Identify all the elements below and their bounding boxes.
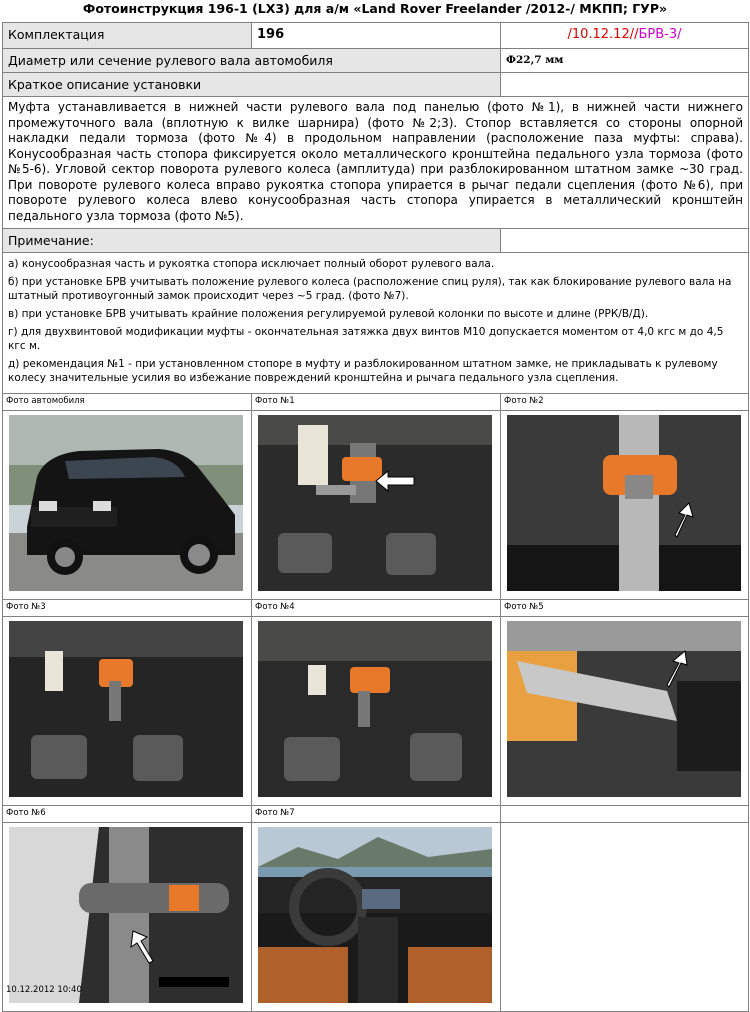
photo-caption-4: Фото №4 (252, 600, 501, 617)
version-cell (501, 23, 749, 49)
photo-caption-car: Фото автомобиля (3, 394, 252, 411)
notes-list (3, 253, 749, 394)
photo-cell-3 (3, 617, 252, 806)
note-item: а) конусообразная часть и рукоятка стопора исключает полный оборот рулевого вала. (8, 258, 495, 270)
short-desc-text: Муфта устанавливается в нижней части рулевого вала под панелью (фото №1), в нижней части нижнего промежуточного вала (вплотную к вилке шарнира) (фото №2;3). Стопор вставляется со стороны опорной накладки педали тормоза (фото №4) в продольном направлении (расположение паза муфты: справа). Конусообразная часть стопора фиксируется около металлического кронштейна педального узла тормоза (фото №5-6). Угловой сектор поворота рулевого колеса (амплитуда) при разблокированном штатном замке ~30 град. При повороте рулевого колеса вправо рукоятка стопора упирается в рычаг педали сцепления (фото №6), при повороте рулевого колеса влево конусообразная часть стопора упирается в металлический кронштейн педального узла тормоза (фото №5). (3, 97, 749, 229)
note-item: в) при установке БРВ учитывать крайние положения регулируемой рулевой колонки по высоте и длине (РРК/В/Д). (8, 308, 649, 320)
footer-timestamp: 10.12.2012 10:40 (6, 985, 82, 995)
kit-label: Комплектация (3, 23, 252, 49)
photo-cell-car (3, 411, 252, 600)
photo-5-image (507, 621, 741, 797)
photo-cell-4 (252, 617, 501, 806)
note-item: г) для двухвинтовой модификации муфты - окончательная затяжка двух винтов М10 допускается моментом от 4,0 кгс м до 4,5 кгс м. (8, 326, 724, 352)
note-item: б) при установке БРВ учитывать положение рулевого колеса (расположение спиц руля), так как блокирование рулевого вала на штатный противоугонный замок происходит через ~5 град. (фото №7). (8, 276, 732, 302)
kit-value: 196 (252, 23, 501, 49)
photo-cell-6 (3, 823, 252, 1012)
diameter-label: Диаметр или сечение рулевого вала автомобиля (3, 49, 501, 73)
diameter-value: Ф22,7 мм (501, 49, 749, 73)
photo-cell-5 (501, 617, 749, 806)
photo-caption-1: Фото №1 (252, 394, 501, 411)
photo-cell-7 (252, 823, 501, 1012)
photo-cell-1 (252, 411, 501, 600)
photo-4-image (258, 621, 492, 797)
instruction-table (2, 22, 749, 1012)
empty-cell (501, 229, 749, 253)
empty-cell (501, 806, 749, 823)
short-desc-label: Краткое описание установки (3, 73, 501, 97)
photo-caption-2: Фото №2 (501, 394, 749, 411)
photo-7-image (258, 827, 492, 1003)
photo-3-image (9, 621, 243, 797)
photo-1-image (258, 415, 492, 591)
notes-label: Примечание: (3, 229, 501, 253)
photo-2-image (507, 415, 741, 591)
version-separator: / (634, 27, 639, 42)
photo-caption-7: Фото №7 (252, 806, 501, 823)
photo-cell-2 (501, 411, 749, 600)
photo-6-image (9, 827, 243, 1003)
photo-caption-3: Фото №3 (3, 600, 252, 617)
note-item: д) рекомендация №1 - при установленном стопоре в муфту и разблокированном штатном замке, не прикладывать к рулевому колесу значительные усилия во избежание повреждений кронштейна и рычага педального узла сцепления. (8, 358, 718, 384)
empty-cell (501, 823, 749, 1012)
empty-cell (501, 73, 749, 97)
page-title: Фотоинструкция 196-1 (LX3) для а/м «Land Rover Freelander /2012-/ МКПП; ГУР» (82, 1, 668, 16)
version-brv: БРВ-3/ (638, 27, 682, 42)
car-photo (9, 415, 243, 591)
version-date: /10.12.12/ (567, 27, 635, 42)
photo-caption-6: Фото №6 (3, 806, 252, 823)
photo-caption-5: Фото №5 (501, 600, 749, 617)
